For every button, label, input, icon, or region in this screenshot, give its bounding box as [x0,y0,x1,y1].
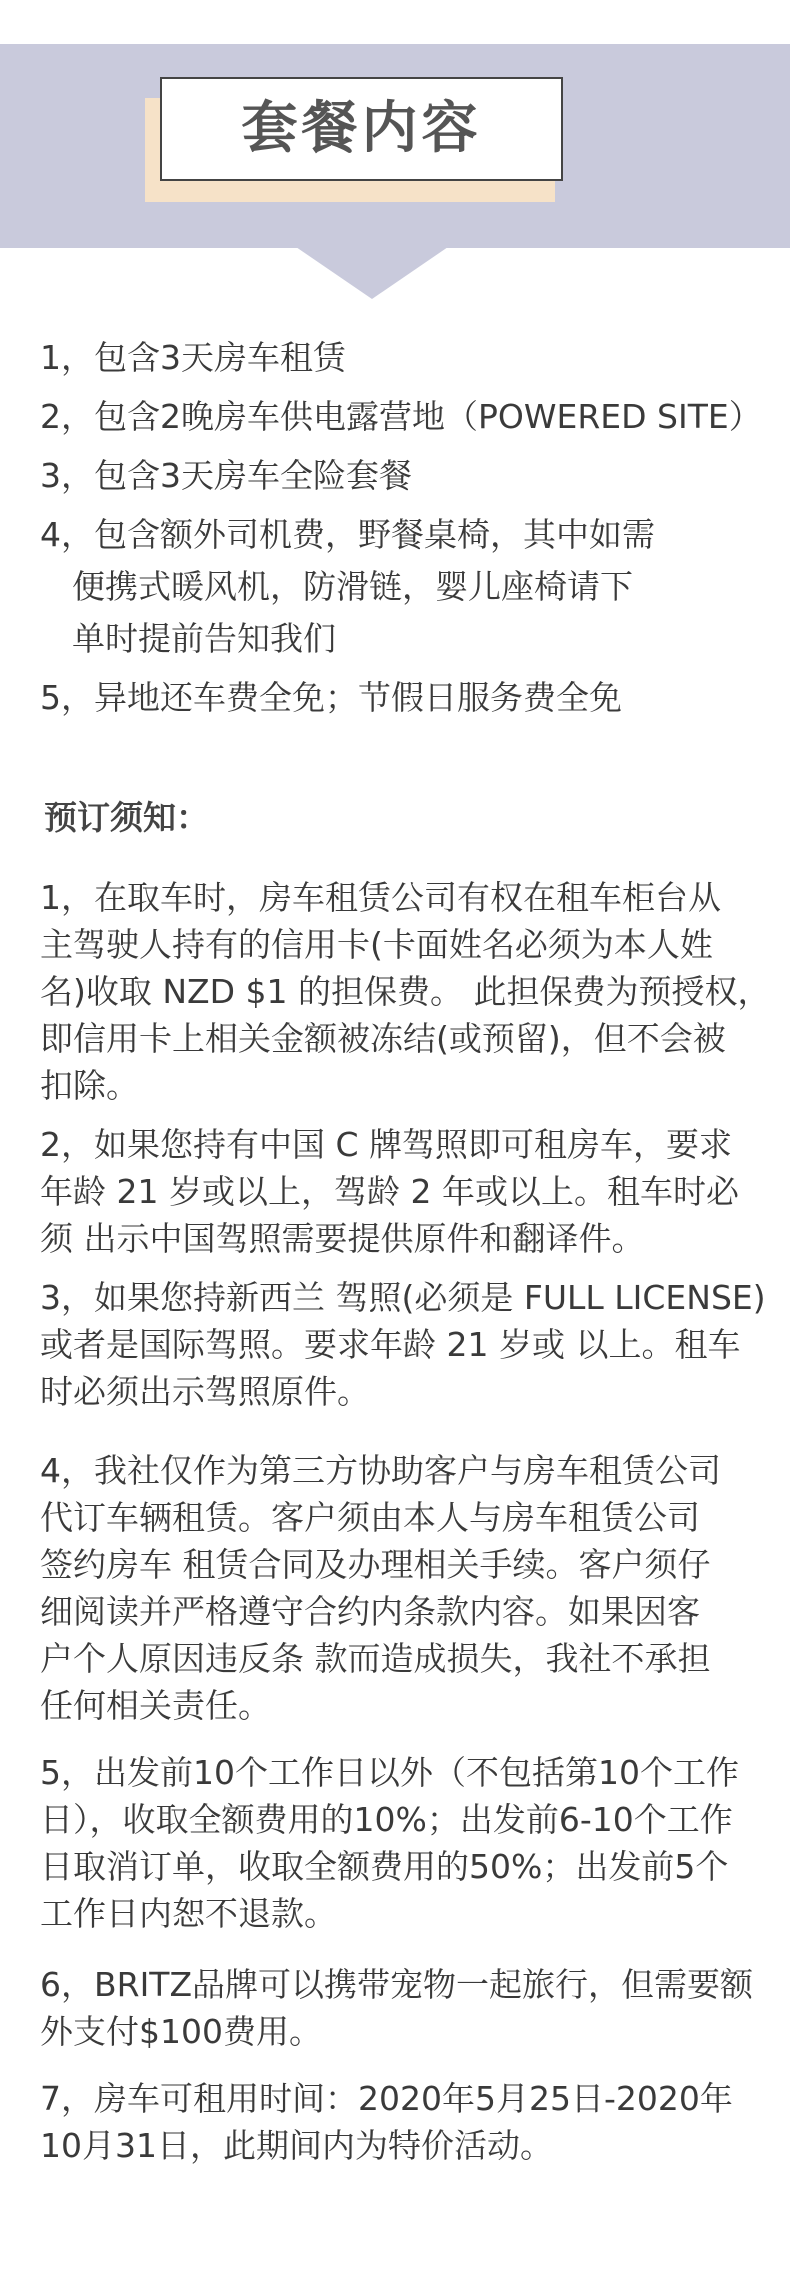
notice-item-line: 5，出发前10个工作日以外（不包括第10个工作 [40,1753,739,1792]
notice-item [40,1121,770,1262]
package-item-line: 3，包含3天房车全险套餐 [40,456,412,495]
header-arrow-pointer [296,247,448,299]
notice-item [40,1961,770,2055]
package-item [40,450,760,502]
notice-item-line: 时必须出示驾照原件。 [40,1372,370,1411]
package-item-line: 4，包含额外司机费，野餐桌椅，其中如需 [40,515,655,554]
notice-item [40,1447,770,1729]
notice-item [40,874,770,1109]
notice-item-line: 工作日内恕不退款。 [40,1894,337,1933]
notice-item-line: 年龄 21 岁或以上，驾龄 2 年或以上。租车时必 [40,1172,739,1211]
package-item-line: 1，包含3天房车租赁 [40,338,346,377]
package-item-line: 2，包含2晚房车供电露营地（POWERED SITE） [40,397,762,436]
package-item [40,391,760,443]
notice-item-line: 即信用卡上相关金额被冻结(或预留)，但不会被 [40,1019,726,1058]
notice-item [40,2075,770,2169]
notice-item-line: 4，我社仅作为第三方协助客户与房车租赁公司 [40,1451,721,1490]
notice-item-line: 3，如果您持新西兰 驾照(必须是 FULL LICENSE) [40,1278,766,1317]
notice-item-line: 代订车辆租赁。客户须由本人与房车租赁公司 [40,1498,700,1537]
package-item-line: 单时提前告知我们 [72,619,336,658]
notice-item-line: 签约房车 租赁合同及办理相关手续。客户须仔 [40,1545,711,1584]
package-list [40,332,760,731]
notice-item-line: 日取消订单，收取全额费用的50%；出发前5个 [40,1847,729,1886]
title-box [160,77,563,181]
package-item-line: 5，异地还车费全免；节假日服务费全免 [40,678,622,717]
notice-item-line: 6，BRITZ品牌可以携带宠物一起旅行，但需要额 [40,1965,754,2004]
notice-item-line: 户个人原因违反条 款而造成损失，我社不承担 [40,1639,711,1678]
notice-item-line: 外支付$100费用。 [40,2012,322,2051]
notice-item-line: 名)收取 NZD $1 的担保费。 此担保费为预授权， [40,972,771,1011]
notice-item-line: 日），收取全额费用的10%；出发前6-10个工作 [40,1800,733,1839]
notice-list [40,874,770,2169]
notice-item-line: 任何相关责任。 [40,1686,271,1725]
notice-item-line: 细阅读并严格遵守合约内条款内容。如果因客 [40,1592,700,1631]
notice-heading: 预订须知： [44,798,209,837]
page-title: 套餐内容 [241,96,482,161]
notice-item [40,1274,770,1415]
notice-item-line: 10月31日，此期间内为特价活动。 [40,2126,553,2165]
package-item [40,509,760,665]
notice-item-line: 扣除。 [40,1066,139,1105]
notice-item-line: 1，在取车时，房车租赁公司有权在租车柜台从 [40,878,721,917]
notice-item-line: 主驾驶人持有的信用卡(卡面姓名必须为本人姓 [40,925,713,964]
notice-item [40,1749,770,1937]
package-item-line: 便携式暖风机，防滑链，婴儿座椅请下 [72,567,633,606]
notice-item-line: 须 出示中国驾照需要提供原件和翻译件。 [40,1219,645,1258]
notice-item-line: 或者是国际驾照。要求年龄 21 岁或 以上。租车 [40,1325,741,1364]
package-item [40,332,760,384]
notice-item-line: 2，如果您持有中国 C 牌驾照即可租房车，要求 [40,1125,733,1164]
notice-item-line: 7，房车可租用时间：2020年5月25日-2020年 [40,2079,733,2118]
package-item [40,672,760,724]
